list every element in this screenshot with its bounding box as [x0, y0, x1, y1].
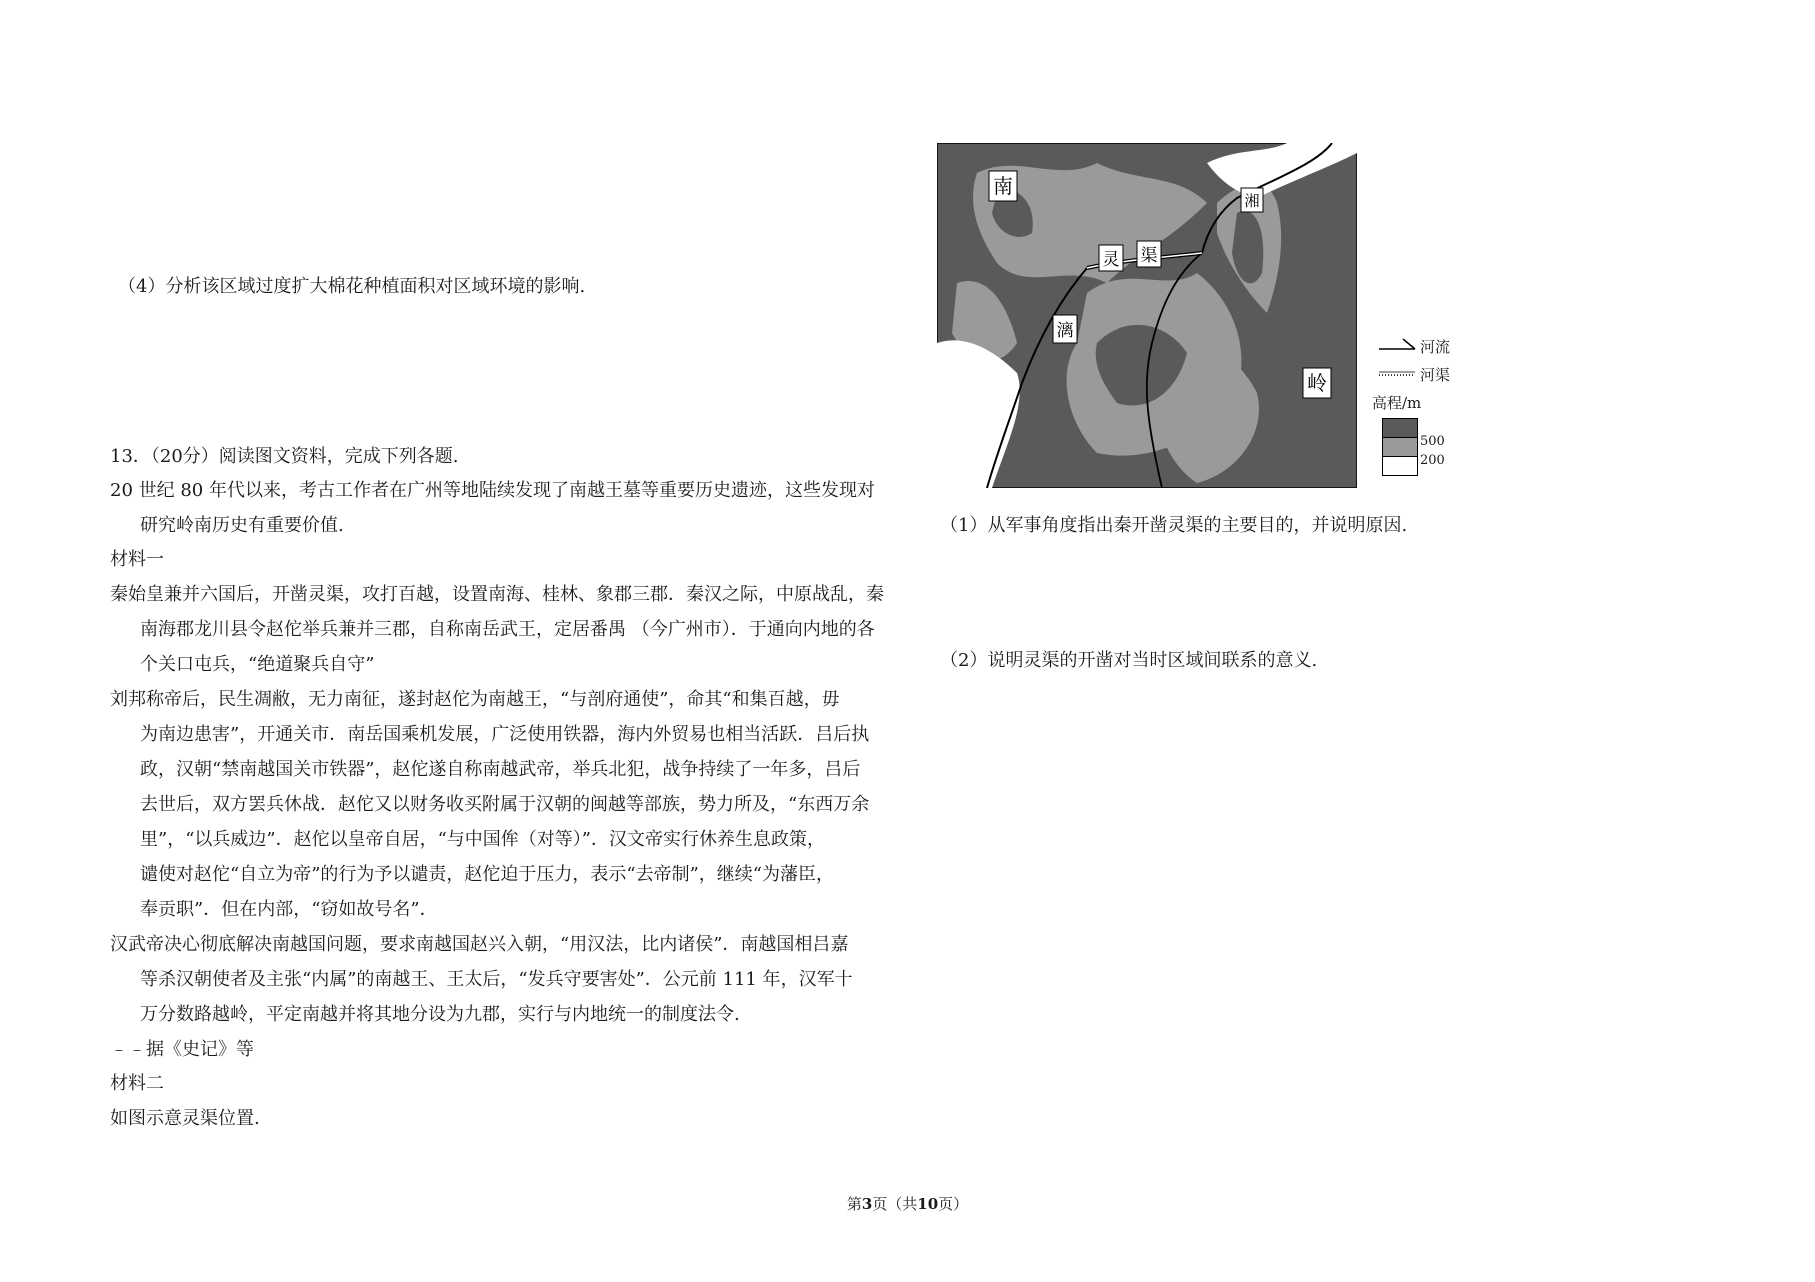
- material-line: 政，汉朝“禁南越国关市铁器”，赵佗遂自称南越武帝，举兵北犯，战争持续了一年多，吕后: [140, 759, 861, 780]
- material-1-label: 材料一: [110, 549, 164, 570]
- question-4: （4）分析该区域过度扩大棉花种植面积对区域环境的影响.: [118, 276, 586, 297]
- legend-canal: 河渠: [1420, 366, 1451, 384]
- material-line: 里”，“以兵威边”．赵佗以皇帝自居，“与中国侔（对等）”．汉文帝实行休养生息政策，: [140, 829, 826, 850]
- footer-page-number: 3: [861, 1195, 873, 1213]
- material-line: 等杀汉朝使者及主张“内属”的南越王、王太后，“发兵守要害处”．公元前 111 年，汉军十: [140, 969, 853, 990]
- lingqu-map: [937, 143, 1357, 488]
- canal-legend-icon: [1377, 363, 1417, 383]
- footer-mid: 页（共: [872, 1195, 918, 1213]
- legend-tick-200: 200: [1420, 453, 1445, 468]
- material-line: 刘邦称帝后，民生凋敝，无力南征，遂封赵佗为南越王，“与剖府通使”，命其“和集百越，毋: [110, 689, 840, 710]
- question-13-title: 13．（20分）阅读图文资料，完成下列各题.: [110, 446, 459, 467]
- material-line: 万分数路越岭，平定南越并将其地分设为九郡，实行与内地统一的制度法令.: [140, 1004, 740, 1025]
- legend-high-swatch: [1382, 418, 1418, 438]
- legend-elevation-title: 高程/m: [1372, 394, 1422, 412]
- legend-tick-500: 500: [1420, 434, 1445, 449]
- footer-prefix: 第: [846, 1195, 862, 1213]
- intro-line: 20 世纪 80 年代以来，考古工作者在广州等地陆续发现了南越王墓等重要历史遗迹，这些发现对: [110, 480, 875, 501]
- material-2-text: 如图示意灵渠位置.: [110, 1108, 260, 1129]
- map-label: 南: [993, 174, 1013, 198]
- source-note: ﹣﹣据《史记》等: [110, 1039, 254, 1060]
- legend-river: 河流: [1420, 338, 1451, 356]
- sub-question-2: （2）说明灵渠的开凿对当时区域间联系的意义.: [940, 650, 1318, 671]
- material-line: 个关口屯兵，“绝道聚兵自守”: [140, 654, 375, 675]
- map-label: 漓: [1056, 321, 1074, 341]
- footer-suffix: 页）: [938, 1195, 969, 1213]
- material-line: 去世后，双方罢兵休战．赵佗又以财务收买附属于汉朝的闽越等部族，势力所及，“东西万余: [140, 794, 870, 815]
- material-line: 谴使对赵佗“自立为帝”的行为予以谴责，赵佗迫于压力，表示“去帝制”，继续“为藩臣，: [140, 864, 835, 885]
- material-line: 为南边患害”，开通关市．南岳国乘机发展，广泛使用铁器，海内外贸易也相当活跃．吕后执: [140, 724, 870, 745]
- footer-total-pages: 10: [917, 1195, 939, 1213]
- material-line: 奉贡职”．但在内部，“窃如故号名”．: [140, 899, 438, 920]
- intro-line: 研究岭南历史有重要价值.: [140, 515, 344, 536]
- material-line: 汉武帝决心彻底解决南越国问题，要求南越国赵兴入朝，“用汉法，比内诸侯”．南越国相吕嘉: [110, 934, 849, 955]
- map-label: 渠: [1140, 246, 1158, 266]
- legend-low-swatch: [1382, 456, 1418, 476]
- map-label: 灵: [1102, 250, 1120, 270]
- map-label: 岭: [1307, 371, 1327, 395]
- material-line: 南海郡龙川县令赵佗举兵兼并三郡，自称南岳武王，定居番禺 （今广州市）．于通向内地的各: [140, 619, 875, 640]
- sub-question-1: （1）从军事角度指出秦开凿灵渠的主要目的，并说明原因.: [940, 515, 1408, 536]
- page-footer: [0, 1193, 1815, 1214]
- material-2-label: 材料二: [110, 1073, 164, 1094]
- legend-mid-swatch: [1382, 437, 1418, 457]
- river-legend-icon: [1377, 335, 1417, 355]
- material-line: 秦始皇兼并六国后，开凿灵渠，攻打百越，设置南海、桂林、象郡三郡．秦汉之际，中原战乱，秦: [110, 584, 884, 605]
- map-label: 湘: [1244, 192, 1260, 210]
- terrain-map: [937, 143, 1357, 488]
- map-legend: [1372, 330, 1492, 480]
